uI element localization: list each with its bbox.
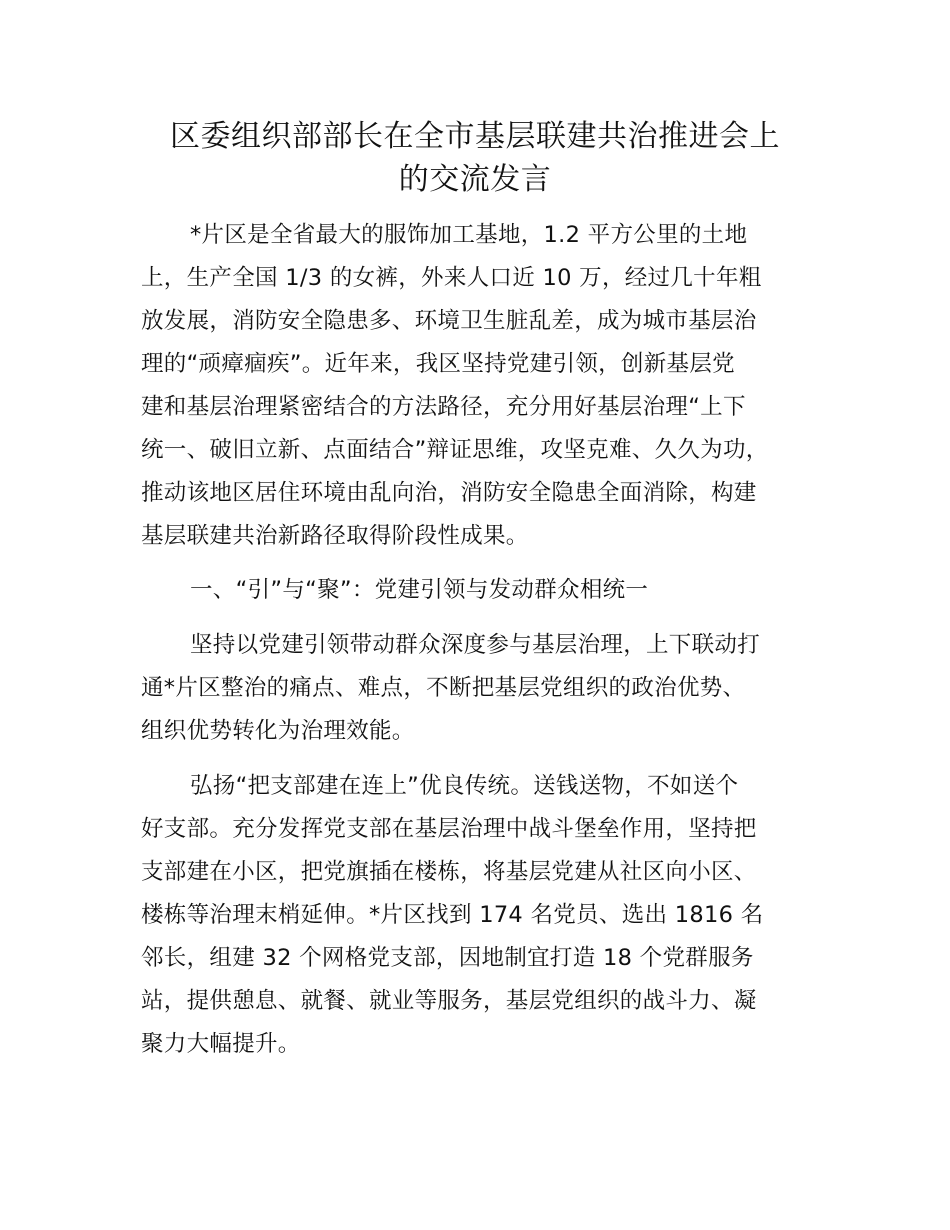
- document-title-line-1: 区委组织部部长在全市基层联建共治推进会上: [170, 119, 780, 154]
- body-line-12: 组织优势转化为治理效能。: [141, 718, 415, 744]
- body-line-15: 支部建在小区，把党旗插在楼栋，将基层党建从社区向小区、: [141, 859, 757, 885]
- body-line-16: 楼栋等治理末梢延伸。*片区找到 174 名党员、选出 1816 名: [141, 902, 764, 928]
- body-line-4: 理的“顽瘴痼疾”。近年来，我区坚持党建引领，创新基层党: [141, 351, 735, 377]
- body-line-19: 聚力大幅提升。: [141, 1031, 301, 1057]
- body-line-7: 推动该地区居住环境由乱向治，消防安全隐患全面消除，构建: [141, 480, 757, 506]
- body-line-3: 放发展，消防安全隐患多、环境卫生脏乱差，成为城市基层治: [141, 308, 757, 334]
- body-line-10: 坚持以党建引领带动群众深度参与基层治理，上下联动打: [190, 632, 761, 658]
- document-title-line-2: 的交流发言: [398, 162, 552, 197]
- body-line-1: *片区是全省最大的服饰加工基地，1.2 平方公里的土地: [190, 222, 748, 248]
- body-line-17: 邻长，组建 32 个网格党支部，因地制宜打造 18 个党群服务: [141, 945, 754, 971]
- body-line-8: 基层联建共治新路径取得阶段性成果。: [141, 523, 529, 549]
- body-line-18: 站，提供憩息、就餐、就业等服务，基层党组织的战斗力、凝: [141, 988, 757, 1014]
- body-line-6: 统一、破旧立新、点面结合”辩证思维，攻坚克难、久久为功，: [141, 437, 769, 463]
- body-line-5: 建和基层治理紧密结合的方法路径，充分用好基层治理“上下: [141, 394, 746, 420]
- body-line-14: 好支部。充分发挥党支部在基层治理中战斗堡垒作用，坚持把: [141, 816, 757, 842]
- body-line-13: 弘扬“把支部建在连上”优良传统。送钱送物，不如送个: [190, 773, 739, 799]
- body-line-11: 通*片区整治的痛点、难点，不断把基层党组织的政治优势、: [141, 675, 746, 701]
- section-heading-1: 一、“引”与“聚”：党建引领与发动群众相统一: [190, 577, 649, 603]
- body-line-2: 上，生产全国 1/3 的女裤，外来人口近 10 万，经过几十年粗: [141, 265, 762, 291]
